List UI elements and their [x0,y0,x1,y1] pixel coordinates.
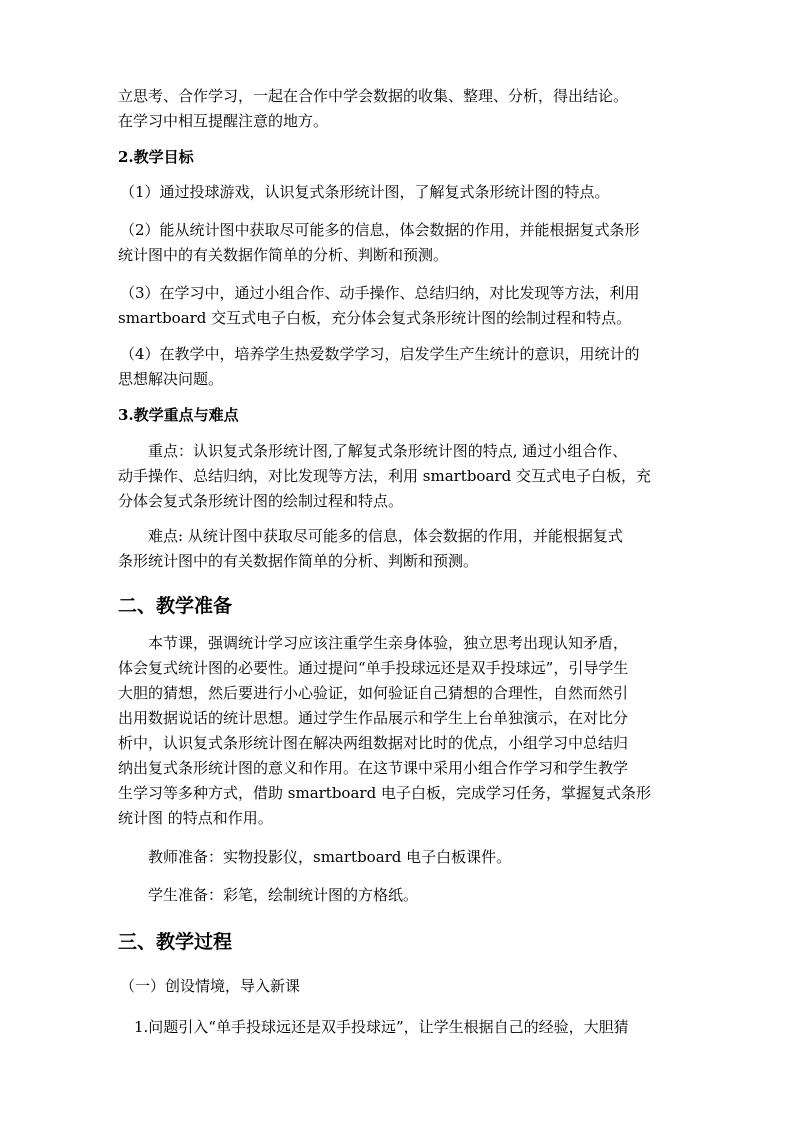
intro-paragraph [118,84,678,134]
goal-line: （1）通过投球游戏，认识复式条形统计图，了解复式条形统计图的特点。 [120,183,610,201]
intro-line: 在学习中相互提醒注意的地方。 [118,112,329,130]
process-line: 1.问题引入“单手投球远还是双手投球远”，让学生根据自己的经验，大胆猜 [134,1018,629,1036]
prep-line: 统计图 的特点和作用。 [118,809,273,827]
goal-line: （2）能从统计图中获取尽可能多的信息，体会数据的作用，并能根据复式条形 [120,221,640,239]
prep-line: 本节课，强调统计学习应该注重学生亲身体验，独立思考出现认知矛盾， [148,634,629,652]
goal-line: 统计图中的有关数据作简单的分析、判断和预测。 [118,246,449,264]
prep-line: 出用数据说话的统计思想。通过学生作品展示和学生上台单独演示，在对比分 [118,709,629,727]
goals-heading [118,145,678,170]
keypoints-heading [118,403,678,428]
prep-line: 体会复式统计图的必要性。通过提问“单手投球远还是双手投球远”，引导学生 [118,659,629,677]
section-heading: 三、教学过程 [118,931,233,953]
prep-heading [118,592,678,620]
subsection-heading: 3.教学重点与难点 [118,406,239,424]
difficulty-line: 条形统计图中的有关数据作简单的分析、判断和预测。 [118,552,479,570]
process-sub1 [118,974,678,999]
prep-line: 纳出复式条形统计图的意义和作用。在这节课中采用小组合作学习和学生教学 [118,759,629,777]
goal-item-3 [118,281,678,331]
goal-item-2 [118,218,678,268]
goal-line: （4）在教学中，培养学生热爱数学学习，启发学生产生统计的意识，用统计的 [120,345,640,363]
focus-line: 重点：认识复式条形统计图,了解复式条形统计图的特点, 通过小组合作、 [148,442,628,460]
difficulty-line: 难点: 从统计图中获取尽可能多的信息，体会数据的作用，并能根据复式 [148,527,623,545]
focus-paragraph [118,439,678,514]
goal-line: smartboard 交互式电子白板，充分体会复式条形统计图的绘制过程和特点。 [118,309,632,327]
student-prep [118,883,678,908]
teacher-prep-line: 教师准备：实物投影仪，smartboard 电子白板课件。 [148,848,512,866]
goal-item-4 [118,342,678,392]
process-item-1 [118,1015,678,1040]
prep-line: 大胆的猜想，然后要进行小心验证，如何验证自己猜想的合理性，自然而然引 [118,684,629,702]
process-heading [118,928,678,956]
focus-line: 动手操作、总结归纳，对比发现等方法，利用 smartboard 交互式电子白板，充 [118,467,651,485]
section-heading: 二、教学准备 [118,595,233,617]
intro-line: 立思考、合作学习，一起在合作中学会数据的收集、整理、分析，得出结论。 [118,87,629,105]
goal-line: （3）在学习中，通过小组合作、动手操作、总结归纳，对比发现等方法，利用 [120,284,640,302]
difficulty-paragraph [118,524,678,574]
prep-paragraph [118,631,678,831]
goal-line: 思想解决问题。 [118,370,224,388]
student-prep-line: 学生准备：彩笔，绘制统计图的方格纸。 [148,886,419,904]
prep-line: 生学习等多种方式，借助 smartboard 电子白板，完成学习任务，掌握复式条形 [118,784,651,802]
teacher-prep [118,845,678,870]
goal-item-1 [118,180,678,205]
prep-line: 析中，认识复式条形统计图在解决两组数据对比时的优点，小组学习中总结归 [118,734,629,752]
focus-line: 分体会复式条形统计图的绘制过程和特点。 [118,492,404,510]
subsection-heading: 2.教学目标 [118,148,194,166]
process-subheading: （一）创设情境，导入新课 [120,977,301,995]
